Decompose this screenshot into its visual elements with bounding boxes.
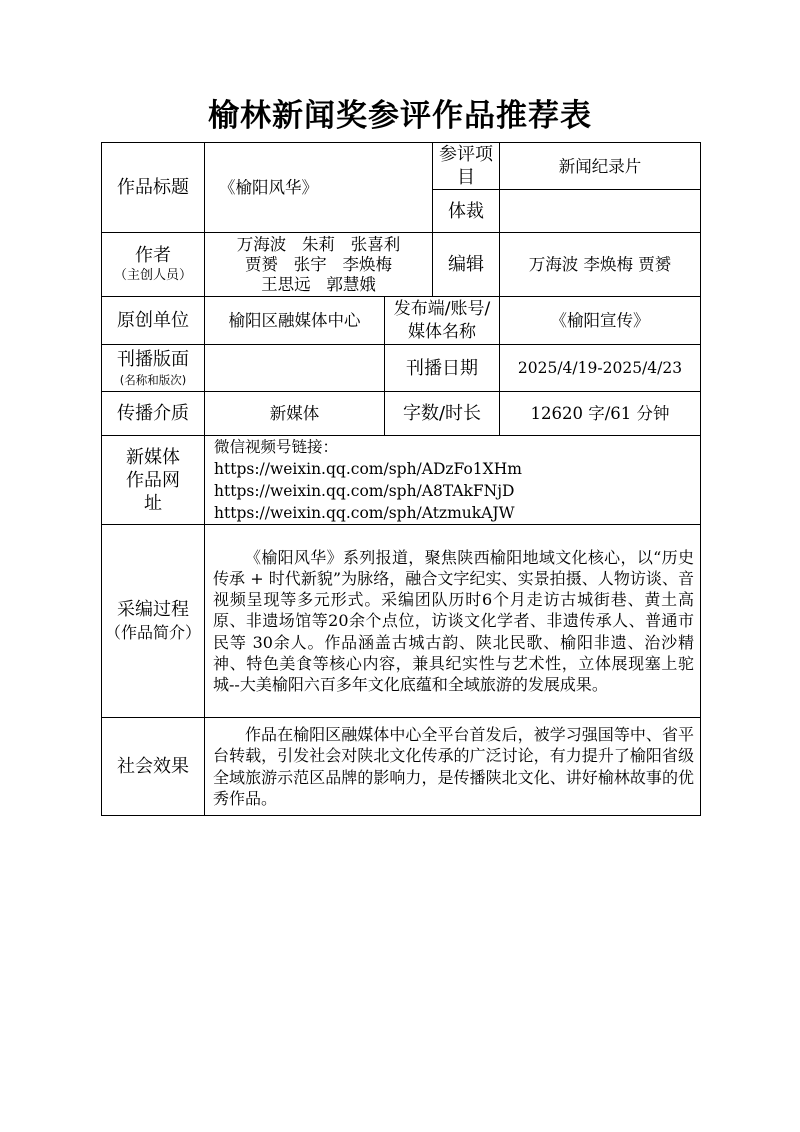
editor-value: 万海波 李焕梅 贾赟 — [500, 233, 701, 297]
genre-label: 体裁 — [433, 190, 500, 233]
unit-value: 榆阳区融媒体中心 — [205, 297, 385, 345]
review-item-value: 新闻纪录片 — [500, 143, 701, 190]
page-title: 榆林新闻奖参评作品推荐表 — [208, 98, 592, 134]
process-text: 《榆阳风华》系列报道，聚焦陕西榆阳地域文化核心，以“历史传承 + 时代新貌”为脉络，融合文字纪实、实景拍摄、人物访谈、音视频呈现等多元形式。采编团队历时6个月走访古城街巷、黄土高原、非遗场馆等20余个点位，访谈文化学者、非遗传承人、普通市民等 30余人。作品涵盖古城古韵、陕北民歌、榆阳非遗、治沙精神、特色美食等核心内容，兼具纪实性与艺术性，立体展现塞上驼城--大美榆阳六百多年文化底蕴和全域旅游的发展成果。 — [205, 525, 701, 718]
unit-label: 原创单位 — [102, 297, 205, 345]
url-list — [205, 436, 701, 525]
length-label: 字数/时长 — [385, 392, 500, 436]
effect-text: 作品在榆阳区融媒体中心全平台首发后，被学习强国等中、省平台转载，引发社会对陕北文化传承的广泛讨论，有力提升了榆阳省级全域旅游示范区品牌的影响力，是传播陕北文化、讲好榆林故事的优秀作品。 — [205, 718, 701, 816]
url-link[interactable]: https://weixin.qq.com/sph/A8TAkFNjD — [214, 482, 515, 500]
date-value: 2025/4/19-2025/4/23 — [500, 345, 701, 392]
authors-line: 贾赟 张宇 李焕梅 — [245, 254, 392, 274]
url-link[interactable]: https://weixin.qq.com/sph/AtzmukAJW — [214, 504, 515, 522]
editor-label: 编辑 — [433, 233, 500, 297]
process-sublabel: （作品简介） — [104, 622, 201, 642]
recommendation-form-table — [101, 142, 701, 816]
review-item-label: 参评项目 — [433, 143, 500, 190]
author-sublabel: （主创人员） — [113, 268, 192, 283]
authors-value — [205, 233, 433, 297]
author-label: 作者 — [135, 245, 171, 266]
authors-line: 万海波 朱莉 张喜利 — [236, 234, 401, 254]
page-label-cell — [102, 345, 205, 392]
url-intro: 微信视频号链接： — [214, 438, 339, 456]
work-title-value: 《榆阳风华》 — [205, 143, 433, 233]
process-label-cell — [102, 525, 205, 718]
page-sublabel: (名称和版次) — [119, 372, 187, 387]
page-label: 刊播版面 — [117, 348, 189, 370]
publisher-value: 《榆阳宣传》 — [500, 297, 701, 345]
publisher-label: 发布端/账号/媒体名称 — [385, 297, 500, 345]
process-label: 采编过程 — [117, 598, 189, 620]
effect-label: 社会效果 — [102, 718, 205, 816]
page-value — [205, 345, 385, 392]
author-label-cell — [102, 233, 205, 297]
date-label: 刊播日期 — [385, 345, 500, 392]
url-link[interactable]: https://weixin.qq.com/sph/ADzFo1XHm — [214, 460, 522, 478]
medium-value: 新媒体 — [205, 392, 385, 436]
authors-line: 王思远 郭慧娥 — [261, 274, 376, 294]
medium-label: 传播介质 — [102, 392, 205, 436]
genre-value — [500, 190, 701, 233]
url-label: 新媒体作品网址 — [102, 436, 205, 525]
work-title-label: 作品标题 — [102, 143, 205, 233]
length-value: 12620 字/61 分钟 — [500, 392, 701, 436]
